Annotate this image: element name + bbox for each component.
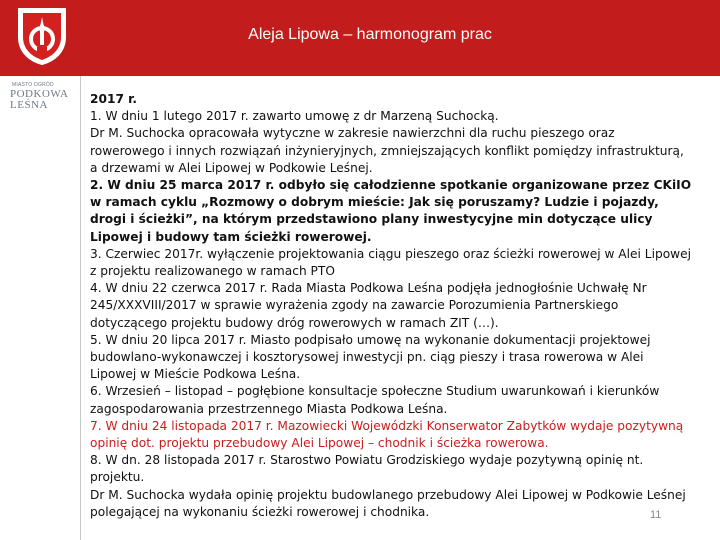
schedule-text	[90, 91, 692, 521]
schedule-paragraph: 8. W dn. 28 listopada 2017 r. Starostwo Powiatu Grodziskiego wydaje pozytywną opinię nt. projektu.	[90, 453, 644, 485]
schedule-paragraph: 3. Czerwiec 2017r. wyłączenie projektowania ciągu pieszego oraz ścieżki rowerowej w Alei Lipowej z projektu realizowanego w ramach PTO	[90, 246, 692, 279]
city-logo	[8, 80, 78, 120]
schedule-paragraph: 6. Wrzesień – listopad – pogłębione konsultacje społeczne Studium uwarunkowań i kierunków zagospodarowania przestrzennego Miasta Podkowa Leśna.	[90, 384, 660, 416]
logo-line-small: MIASTO OGRÓD	[12, 82, 54, 88]
schedule-paragraph: 5. W dniu 20 lipca 2017 r. Miasto podpisało umowę na wykonanie dokumentacji projektowej budowlano-wykonawczej i kosztorysowej inwestycji pn. ciąg pieszy i trasa rowerowa w Alei Lipowej w Mieście Podkowa Leśna.	[90, 332, 651, 382]
logo-line-podkowa: PODKOWA	[10, 88, 69, 100]
schedule-paragraph: 7. W dniu 24 listopada 2017 r. Mazowiecki Wojewódzki Konserwator Zabytków wydaje pozytywną opinię dot. projektu przebudowy Alei Lipowej – chodnik i ścieżka rowerowa.	[90, 418, 684, 451]
page-number: 11	[650, 509, 662, 521]
schedule-paragraph: 2017 r.	[90, 92, 138, 106]
schedule-paragraph: 2. W dniu 25 marca 2017 r. odbyło się całodzienne spotkanie organizowane przez CKiIO w ramach cyklu „Rozmowy o dobrym mieście: Jak się poruszamy? Ludzie i pojazdy, drogi i ścieżki”, na którym przedstawiono plany inwestycyjne min dotyczące ulicy Lipowej i budowy tam ścieżki rowerowej.	[90, 178, 692, 244]
schedule-paragraph: Dr M. Suchocka opracowała wytyczne w zakresie nawierzchni dla ruchu pieszego oraz rowerowego i innych rozwiązań inżynieryjnych, zmniejszających konflikt pomiędzy infrastrukturą, a drzewami w Alei Lipowej w Podkowie Leśnej.	[90, 126, 684, 175]
logo-line-lesna: LEŚNA	[10, 99, 48, 111]
slide-title: Aleja Lipowa – harmonogram prac	[248, 26, 492, 43]
title-bar	[0, 0, 720, 76]
schedule-paragraph: 4. W dniu 22 czerwca 2017 r. Rada Miasta Podkowa Leśna podjęła jednogłośnie Uchwałę Nr 245/XXXVIII/2017 w sprawie wyrażenia zgody na zawarcie Porozumienia Partnerskiego dotyczącego projektu budowy dróg rowerowych w ramach ZIT (…).	[90, 281, 647, 330]
vertical-divider	[80, 76, 81, 540]
schedule-paragraph: 1. W dniu 1 lutego 2017 r. zawarto umowę z dr Marzeną Suchocką.	[90, 109, 499, 124]
schedule-paragraph: Dr M. Suchocka wydała opinię projektu budowlanego przebudowy Alei Lipowej w Podkowie Leśnej polegającej na wykonaniu ścieżki rowerowej i chodnika.	[90, 487, 686, 519]
